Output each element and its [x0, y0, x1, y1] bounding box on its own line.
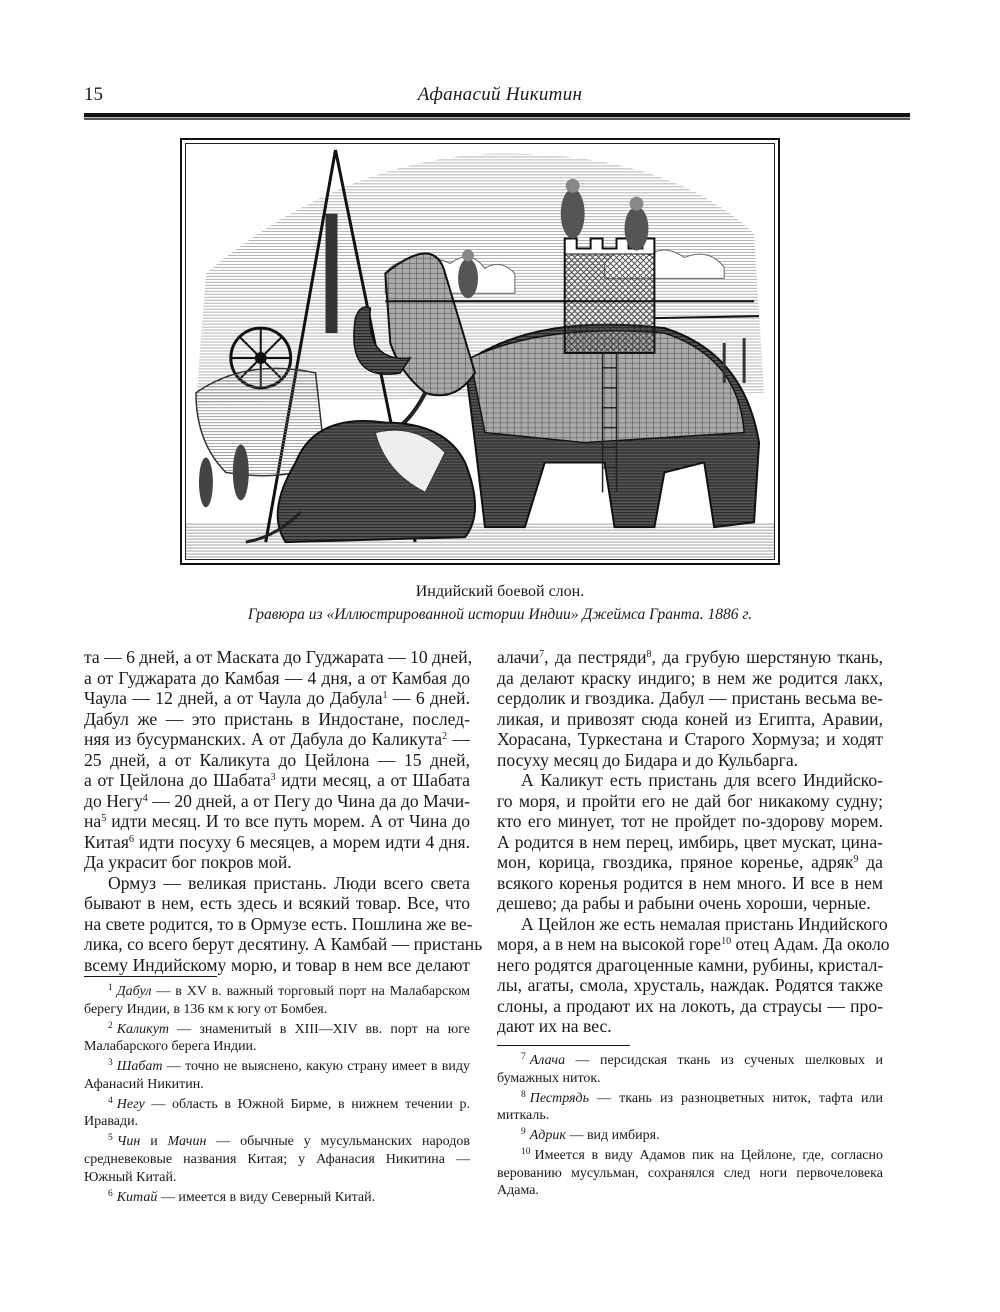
text-line: всякого коренья родится в нем много. И все в нем: [497, 872, 883, 893]
text-line: посуху месяц до Бидара и до Кульбарга.: [497, 749, 799, 770]
footnote-3: $^3$ Шабат — точно не выяснено, какую страну имеет в виду Афанасий Никитин.: [84, 1058, 470, 1092]
footnote-4: $^4$ Негу — область в Южной Бирме, в нижнем течении р. Иравади.: [84, 1095, 470, 1130]
text-line: А Цейлон же есть немалая пристань Индийского: [521, 913, 888, 934]
text-line: 25 дней, а от Каликута до Цейлона — 15 дней,: [84, 749, 470, 770]
text-line: Дабул же — это пристань в Индостане, послед-: [84, 708, 470, 729]
footnotes-right: [497, 1052, 883, 1202]
text-line: до Негу$^4$ — 20 дней, а от Пегу до Чина да до Мачи-: [84, 790, 470, 811]
figure-caption-subtitle: Гравюра из «Иллюстрированной истории Индии» Джеймса Гранта. 1886 г.: [247, 606, 753, 623]
text-line: Хорасана, Туркестана и Старого Хормуза; и ходят: [497, 729, 883, 749]
footnote-5: $^5$ Чин и Мачин — обычные у мусульманских народов средневековые названия Китая; у Афанасия Никитина — Южный Китай.: [84, 1133, 470, 1185]
text-line: ликая, и привозят сюда коней из Египта, Аравии,: [497, 708, 883, 729]
text-line: слоны, а продают их на локоть, да страусы — про-: [497, 995, 883, 1016]
left-column: [84, 647, 483, 975]
header-rule: [84, 113, 910, 120]
text-line: го моря, и пройти его не дай бог никакому судну;: [497, 790, 883, 811]
text-line: дают их на вес.: [497, 1016, 612, 1036]
text-line: $на^5$ идти месяц. И то все путь морем. А от Чина до: [84, 811, 470, 831]
text-line: лика, со всего берут десятину. А Камбай — пристань: [84, 934, 483, 954]
text-line: моря, а в нем на высокой горе$^{10}$ отец Адам. Да около: [497, 934, 890, 954]
footnote-ref[interactable]: 5: [101, 813, 107, 824]
footnote-ref[interactable]: 10: [721, 936, 732, 947]
footnote-ref[interactable]: 8: [646, 649, 652, 660]
engraving-image: [185, 143, 775, 560]
text-line: та — 6 дней, а от Маската до Гуджарата — 10 дней,: [84, 647, 473, 667]
page-number: 15: [84, 84, 103, 105]
paragraph: [84, 872, 483, 976]
text-line: всему Индийскому морю, и товар в нем все делают: [84, 954, 470, 975]
text-line: Ормуз — великая пристань. Люди всего света: [108, 872, 470, 893]
footnote-2: $^2$ Каликут — знаменитый в XIII—XIV вв. порт на юге Малабарского берега Индии.: [84, 1020, 470, 1055]
text-line: на свете родится, то в Ормузе есть. Пошлина же ве-: [84, 913, 473, 934]
text-line: Чаула — 12 дней, а от Чаула до Дабула$^1$ — 6 дней.: [84, 688, 471, 708]
paragraph: [497, 647, 883, 770]
footnote-8: $^8$ Пестрядь — ткань из разноцветных ниток, тафта или миткаль.: [497, 1089, 883, 1124]
footnote-ref[interactable]: 4: [142, 792, 148, 804]
footnotes-left: [84, 983, 470, 1209]
text-line: а от Гуджарата до Камбая — 4 дня, а от Камбая до: [84, 667, 470, 688]
text-line: мон, корица, гвоздика, пряное коренье, адряк$^9$ да: [497, 852, 883, 872]
text-line: А Каликут есть пристань для всего Индийско-: [521, 770, 883, 790]
text-line: няя из бусурманских. А от Дабула до Каликута$^2$ —: [84, 729, 470, 749]
footnote-ref[interactable]: 3: [270, 772, 276, 783]
text-line: Китая$^6$ идти посуху 6 месяцев, а морем идти 4 дня.: [84, 831, 470, 852]
footnote-9: $^9$ Адрик — вид имбиря.: [521, 1127, 660, 1144]
text-line: дешево; да рабы и рабыни очень хороши, черные.: [497, 893, 871, 913]
footnote-ref[interactable]: 2: [442, 731, 448, 742]
text-line: алачи$^7$, да пестряди$^8$, да грубую шерстяную ткань,: [497, 647, 883, 667]
footnote-7: $^7$ Алача — персидская ткань из сученых шелковых и бумажных ниток.: [497, 1052, 883, 1086]
paragraph: [84, 647, 473, 873]
text-line: лы, агаты, смола, хрусталь, наждак. Родятся также: [497, 975, 883, 995]
text-line: А родится в нем перец, имбирь, цвет мускат, цина-: [497, 831, 883, 852]
footnote-ref[interactable]: 6: [128, 833, 134, 845]
text-line: кто его минует, тот не пройдет по-здорову морем.: [497, 811, 883, 831]
paragraph: [497, 770, 883, 914]
footnote-ref[interactable]: 1: [382, 690, 388, 701]
figure-caption-title: Индийский боевой слон.: [415, 583, 585, 600]
footnote-divider: [84, 976, 217, 977]
text-line: сердолик и гвоздика. Дабул — пристань весьма ве-: [497, 688, 883, 708]
footnote-1: $^1$ Дабул — в XV в. важный торговый порт на Малабарском берегу Индии, в 136 км к югу от Бомбея.: [84, 983, 470, 1017]
footnote-ref[interactable]: 7: [539, 649, 545, 660]
right-column: [497, 647, 890, 1037]
footnote-10: $^{10}$ Имеется в виду Адамов пик на Цейлоне, где, согласно верованию мусульман, сохранялся след ноги первочеловека Адама.: [497, 1147, 883, 1199]
war-elephant-engraving-icon: [186, 144, 774, 559]
text-line: да делают краску индиго; в нем же родится лакх,: [497, 667, 883, 688]
text-line: а от Цейлона до Шабата$^3$ идти месяц, а от Шабата: [84, 770, 470, 790]
paragraph: [497, 913, 890, 1037]
footnote-6: $^6$ Китай — имеется в виду Северный Китай.: [108, 1188, 376, 1205]
text-line: Да украсит бог покров мой.: [84, 852, 292, 872]
running-title: Афанасий Никитин: [417, 84, 583, 105]
footnote-ref[interactable]: 9: [853, 854, 859, 865]
text-line: него родятся драгоценные камни, рубины, кристал-: [497, 954, 884, 975]
engraving-figure: [180, 138, 780, 565]
footnote-divider: [497, 1045, 630, 1046]
text-line: бывают в нем, есть здесь и всякий товар. Все, что: [84, 893, 470, 913]
